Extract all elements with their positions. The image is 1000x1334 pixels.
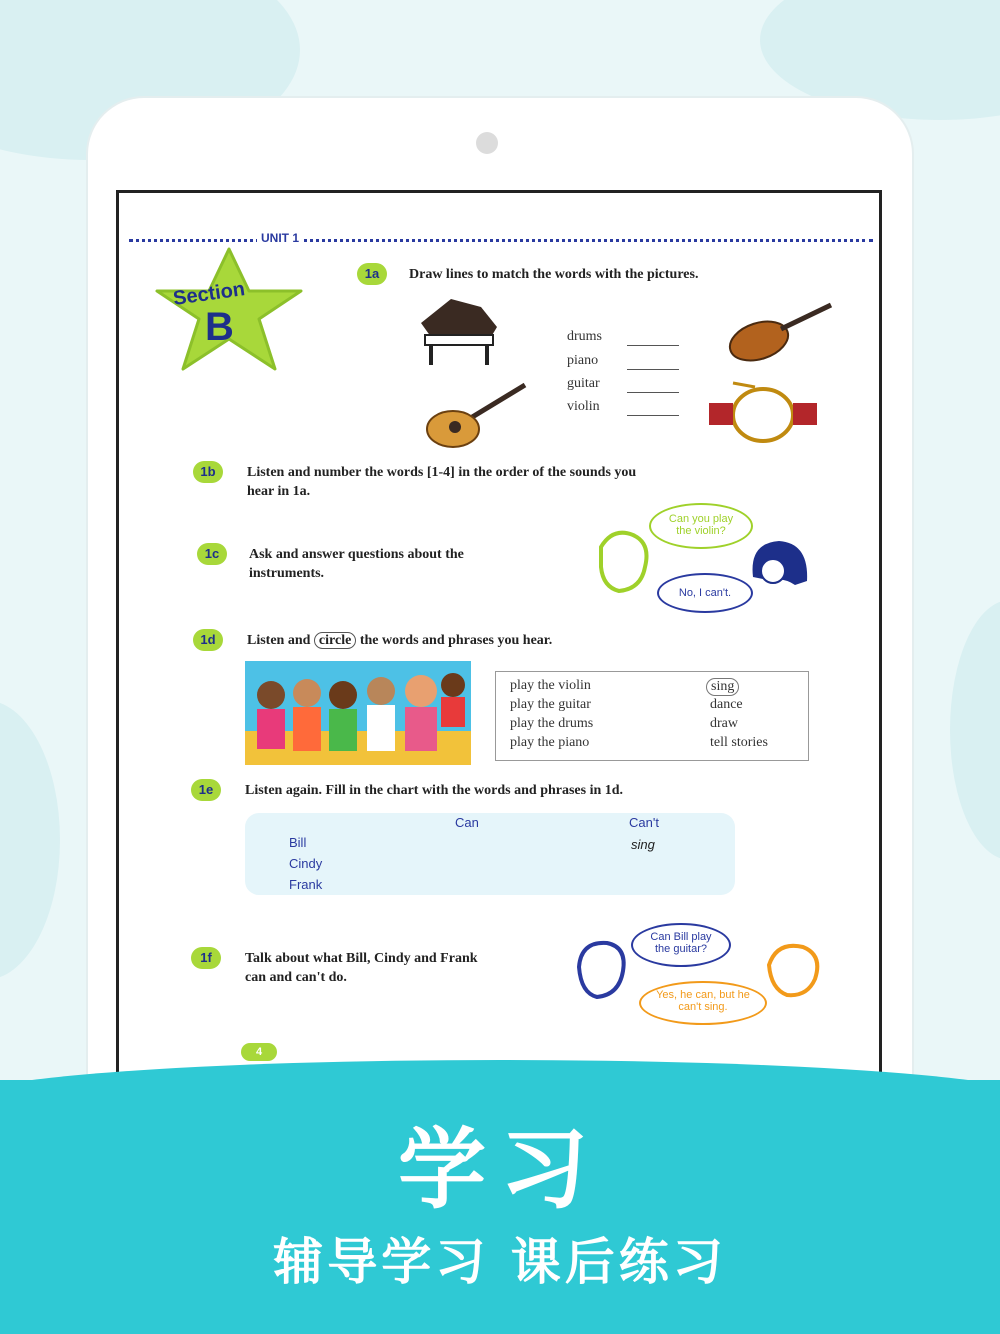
instruction-1d-after: the words and phrases you hear. (359, 633, 553, 648)
instruction-1b-line2: hear in 1a. (247, 484, 311, 499)
exercise-tag-1c: 1c (197, 543, 227, 565)
bg-blob-mid-right (950, 600, 1000, 860)
exercise-tag-1b: 1b (193, 461, 223, 483)
phrase-play-violin: play the violin (510, 678, 591, 693)
instruction-1f-line1: Talk about what Bill, Cindy and Frank (245, 951, 478, 966)
footer-title: 学习 (397, 1118, 602, 1221)
instruction-1c-line2: instruments. (249, 566, 325, 581)
phrase-play-drums: play the drums (510, 716, 594, 731)
blank-piano (627, 369, 679, 370)
chart-name-frank: Frank (289, 877, 323, 892)
instruction-1e: Listen again. Fill in the chart with the words and phrases in 1d. (245, 783, 624, 798)
camera-icon (476, 132, 498, 154)
speech-bubble-answer-1c: No, I can't. (657, 573, 753, 613)
chart-cell-bill-cant: sing (631, 837, 655, 852)
phrase-draw: draw (710, 716, 738, 731)
instruction-1f-line2: can and can't do. (245, 970, 347, 985)
section-word: Section (171, 278, 247, 310)
chart-name-bill: Bill (289, 835, 307, 850)
phrase-tell-stories: tell stories (710, 735, 768, 750)
section-letter: B (205, 305, 234, 349)
piano-icon (411, 293, 507, 369)
phrase-box (495, 671, 809, 761)
speech-bubble-question-1c: Can you play the violin? (649, 503, 753, 549)
footer-subtitle: 辅导学习 课后练习 (273, 1233, 727, 1291)
chart-header-can: Can (455, 815, 479, 830)
instruction-1d-before: Listen and (247, 633, 311, 648)
guitar-icon (419, 379, 531, 453)
circle-word: circle (314, 632, 356, 649)
girl-face-icon (743, 537, 815, 597)
word-violin: violin (567, 399, 600, 414)
exercise-tag-1f: 1f (191, 947, 221, 969)
bg-blob-mid-left (0, 700, 60, 980)
exercise-tag-1e: 1e (191, 779, 221, 801)
textbook-page (116, 190, 882, 1090)
phrase-play-guitar: play the guitar (510, 697, 591, 712)
instruction-1b-line1: Listen and number the words [1-4] in the order of the sounds you (247, 465, 637, 480)
blank-drums (627, 345, 679, 346)
boy-face-icon (593, 527, 657, 597)
chart-header-cant: Can't (629, 815, 659, 830)
word-guitar: guitar (567, 376, 600, 391)
violin-icon (723, 297, 835, 365)
chart-name-cindy: Cindy (289, 856, 323, 871)
cindy-face-icon (763, 941, 825, 1001)
instruction-1d (247, 631, 552, 650)
phrase-play-piano: play the piano (510, 735, 590, 750)
unit-label: UNIT 1 (257, 231, 303, 245)
unit-divider (129, 239, 873, 242)
word-piano: piano (567, 353, 599, 368)
exercise-tag-1d: 1d (193, 629, 223, 651)
speech-bubble-question-1f: Can Bill play the guitar? (631, 923, 731, 967)
blank-violin (627, 415, 679, 416)
instruction-1c-line1: Ask and answer questions about the (249, 547, 464, 562)
word-drums: drums (567, 329, 602, 344)
drums-icon (703, 379, 823, 445)
phrase-dance: dance (710, 697, 743, 712)
exercise-tag-1a: 1a (357, 263, 387, 285)
bill-face-icon (571, 937, 633, 1003)
speech-bubble-answer-1f: Yes, he can, but he can't sing. (639, 981, 767, 1025)
instruction-1a: Draw lines to match the words with the pictures. (409, 267, 699, 282)
can-cant-chart (245, 813, 735, 895)
page-number: 4 (241, 1043, 277, 1061)
blank-guitar (627, 392, 679, 393)
phrase-sing: sing (706, 678, 739, 696)
kids-illustration (245, 661, 471, 765)
